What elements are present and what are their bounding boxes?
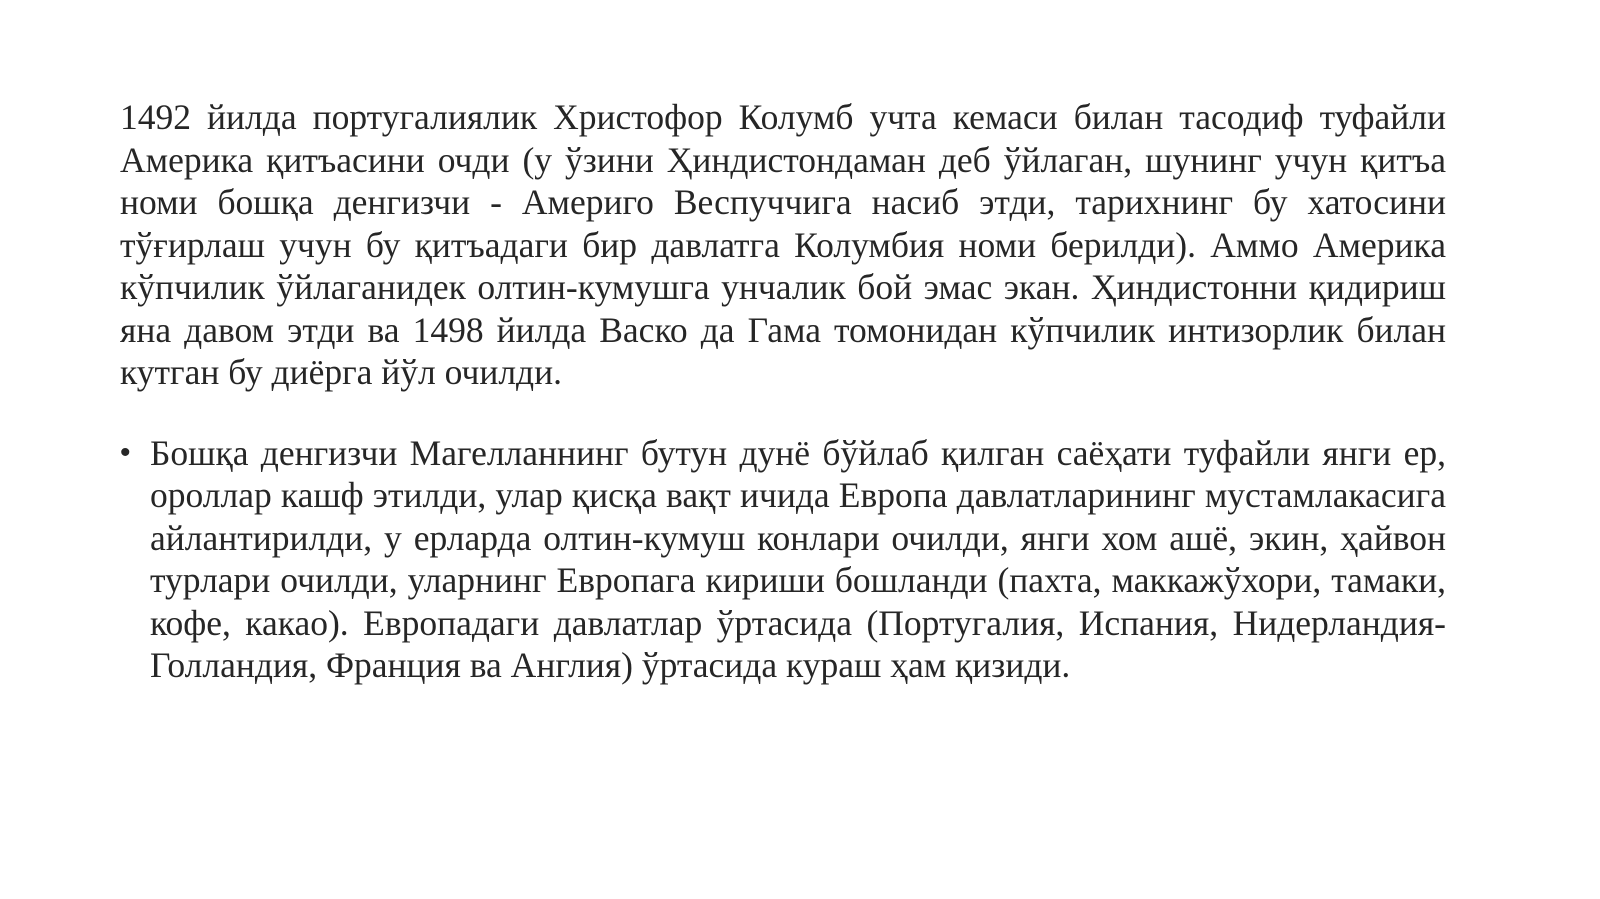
body-paragraph: 1492 йилда португалиялик Христофор Колумб учта кемаси билан тасодиф туфайли Америка қитъасини очди (у ўзини Ҳиндистондаман деб ўйлаган, шунинг учун қитъа номи бошқа денгизчи - Америго Веспуччига насиб этди, тарихнинг бу хатосини тўғирлаш учун бу қитъадаги бир давлатга Колумбия номи берилди). Аммо Америка кўпчилик ўйлаганидек олтин-кумушга унчалик бой эмас экан. Ҳиндистонни қидириш яна давом этди ва 1498 йилда Васко да Гама томонидан кўпчилик интизорлик билан кутган бу диёрга йўл очилди. <box>120 97 1446 392</box>
bullet-text: Бошқа денгизчи Магелланнинг бутун дунё бўйлаб қилган саёҳати туфайли янги ер, ороллар кашф этилди, улар қисқа вақт ичида Европа давлатларининг мустамлакасига айлантирилди, у ерларда олтин-кумуш конлари очилди, янги хом ашё, экин, ҳайвон турлари очилди, уларнинг Европага кириши бошланди (пахта, маккажўхори, тамаки, кофе, какао). Европадаги давлатлар ўртасида (Португалия, Испания, Нидерландия-Голландия, Франция ва Англия) ўртасида кураш ҳам қизиди. <box>150 432 1446 685</box>
bullet-dot-icon: • <box>120 435 131 469</box>
bullet-item <box>120 432 1446 687</box>
slide-body <box>120 96 1446 687</box>
